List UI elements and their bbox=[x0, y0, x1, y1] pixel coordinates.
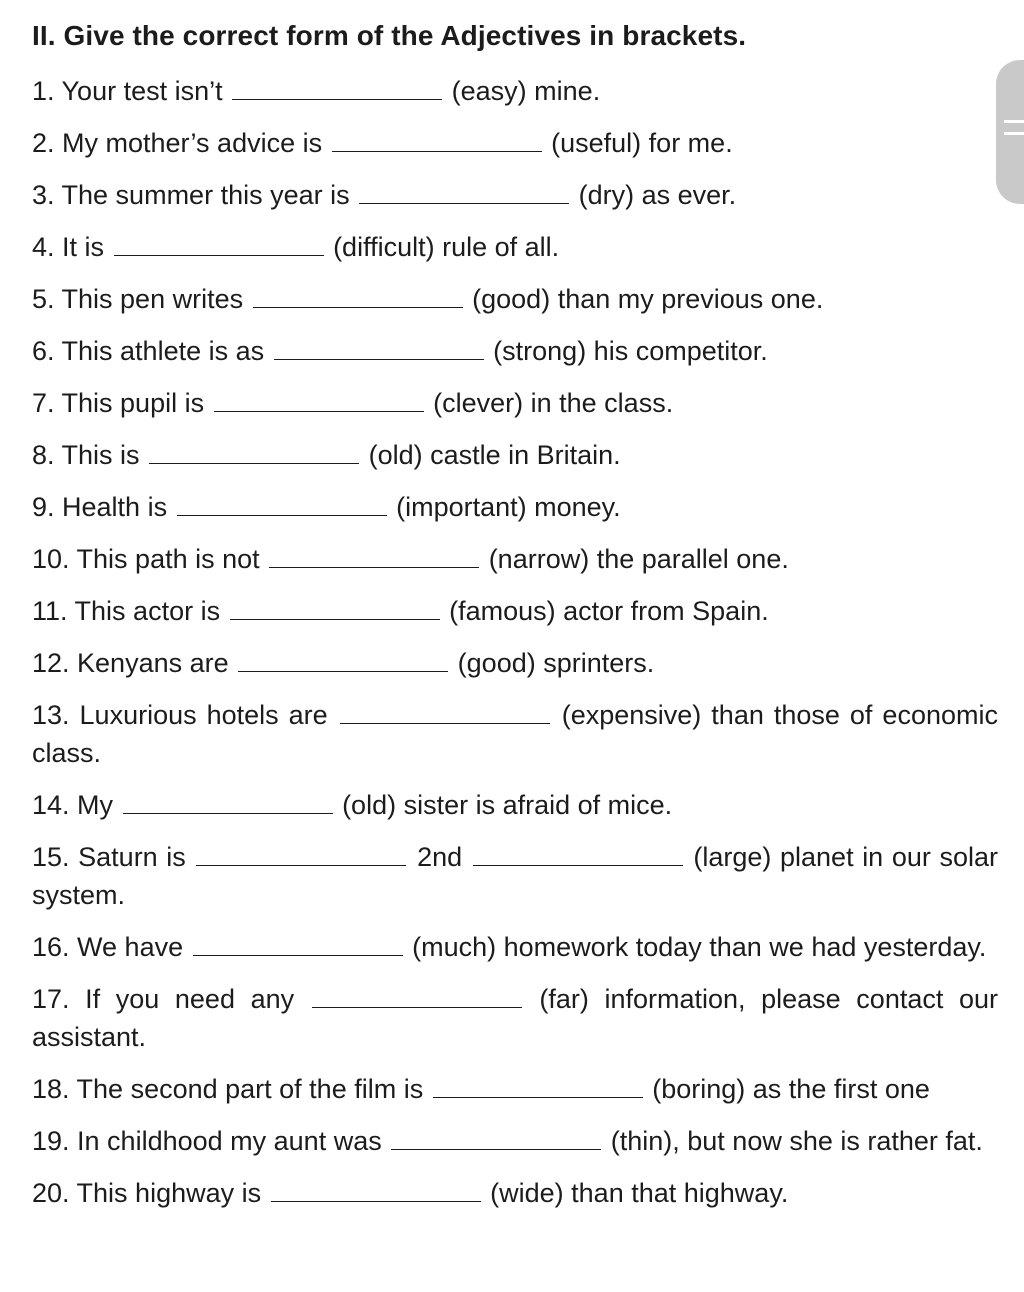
exercise-item bbox=[32, 838, 998, 914]
item-text: (dry) as ever. bbox=[578, 180, 737, 210]
answer-blank[interactable] bbox=[253, 283, 463, 308]
grip-line-icon bbox=[1004, 120, 1024, 123]
exercise-list bbox=[32, 72, 998, 1226]
item-text: 14. My bbox=[32, 790, 114, 820]
answer-blank[interactable] bbox=[271, 1177, 481, 1202]
item-text: 11. This actor is bbox=[32, 596, 221, 626]
answer-blank[interactable] bbox=[149, 439, 359, 464]
answer-blank[interactable] bbox=[193, 931, 403, 956]
item-text: (important) money. bbox=[396, 492, 621, 522]
item-text: 16. We have bbox=[32, 932, 184, 962]
answer-blank[interactable] bbox=[391, 1125, 601, 1150]
answer-blank[interactable] bbox=[230, 595, 440, 620]
exercise-item bbox=[32, 1070, 998, 1108]
item-text: (clever) in the class. bbox=[433, 388, 674, 418]
exercise-item bbox=[32, 696, 998, 772]
item-text: 7. This pupil is bbox=[32, 388, 205, 418]
item-text: 18. The second part of the film is bbox=[32, 1074, 424, 1104]
answer-blank[interactable] bbox=[340, 699, 550, 724]
item-text: 15. Saturn is bbox=[32, 842, 186, 872]
answer-blank[interactable] bbox=[359, 179, 569, 204]
answer-blank[interactable] bbox=[232, 75, 442, 100]
answer-blank[interactable] bbox=[312, 983, 522, 1008]
item-text: (easy) mine. bbox=[451, 76, 601, 106]
exercise-item bbox=[32, 1122, 998, 1160]
item-text: 4. It is bbox=[32, 232, 105, 262]
side-panel-handle[interactable] bbox=[996, 60, 1024, 204]
answer-blank[interactable] bbox=[473, 841, 683, 866]
item-text: 12. Kenyans are bbox=[32, 648, 229, 678]
item-text: 5. This pen writes bbox=[32, 284, 244, 314]
item-text: (boring) as the first one bbox=[652, 1074, 930, 1104]
exercise-item bbox=[32, 928, 998, 966]
answer-blank[interactable] bbox=[269, 543, 479, 568]
exercise-item bbox=[32, 176, 998, 214]
answer-blank[interactable] bbox=[274, 335, 484, 360]
item-text: 8. This is bbox=[32, 440, 140, 470]
exercise-item bbox=[32, 540, 998, 578]
answer-blank[interactable] bbox=[238, 647, 448, 672]
item-text: (large) planet in our solar system. bbox=[32, 842, 998, 910]
exercise-item bbox=[32, 786, 998, 824]
item-text: (expensive) than those of economic class. bbox=[32, 700, 998, 768]
exercise-item bbox=[32, 384, 998, 422]
exercise-item bbox=[32, 124, 998, 162]
item-text: (old) sister is afraid of mice. bbox=[342, 790, 673, 820]
item-text: 13. Luxurious hotels are bbox=[32, 700, 328, 730]
exercise-item bbox=[32, 280, 998, 318]
answer-blank[interactable] bbox=[123, 789, 333, 814]
exercise-item bbox=[32, 980, 998, 1056]
item-text: (difficult) rule of all. bbox=[333, 232, 560, 262]
item-text: (narrow) the parallel one. bbox=[488, 544, 789, 574]
answer-blank[interactable] bbox=[433, 1073, 643, 1098]
item-text: (old) castle in Britain. bbox=[368, 440, 621, 470]
exercise-heading: II. Give the correct form of the Adjectives in brackets. bbox=[32, 20, 747, 51]
exercise-item bbox=[32, 1174, 998, 1212]
item-text: 6. This athlete is as bbox=[32, 336, 265, 366]
exercise-item bbox=[32, 488, 998, 526]
item-text: (wide) than that highway. bbox=[490, 1178, 789, 1208]
exercise-item bbox=[32, 592, 998, 630]
item-text: 17. If you need any bbox=[32, 984, 295, 1014]
exercise-item bbox=[32, 436, 998, 474]
item-text: 3. The summer this year is bbox=[32, 180, 350, 210]
item-text: 10. This path is not bbox=[32, 544, 260, 574]
answer-blank[interactable] bbox=[196, 841, 406, 866]
exercise-item bbox=[32, 72, 998, 110]
item-text: (famous) actor from Spain. bbox=[449, 596, 769, 626]
answer-blank[interactable] bbox=[332, 127, 542, 152]
item-text: 19. In childhood my aunt was bbox=[32, 1126, 382, 1156]
item-text: (far) information, please contact our assistant. bbox=[32, 984, 998, 1052]
item-text: 20. This highway is bbox=[32, 1178, 262, 1208]
item-text: 2. My mother’s advice is bbox=[32, 128, 323, 158]
item-text: 2nd bbox=[417, 842, 463, 872]
exercise-item bbox=[32, 228, 998, 266]
exercise-item bbox=[32, 644, 998, 682]
grip-line-icon bbox=[1004, 132, 1024, 135]
answer-blank[interactable] bbox=[114, 231, 324, 256]
exercise-item bbox=[32, 332, 998, 370]
item-text: (useful) for me. bbox=[551, 128, 733, 158]
item-text: (good) sprinters. bbox=[457, 648, 655, 678]
item-text: (strong) his competitor. bbox=[493, 336, 768, 366]
answer-blank[interactable] bbox=[177, 491, 387, 516]
item-text: 9. Health is bbox=[32, 492, 168, 522]
answer-blank[interactable] bbox=[214, 387, 424, 412]
item-text: 1. Your test isn’t bbox=[32, 76, 223, 106]
item-text: (much) homework today than we had yesterday. bbox=[412, 932, 987, 962]
item-text: (thin), but now she is rather fat. bbox=[610, 1126, 983, 1156]
item-text: (good) than my previous one. bbox=[472, 284, 824, 314]
